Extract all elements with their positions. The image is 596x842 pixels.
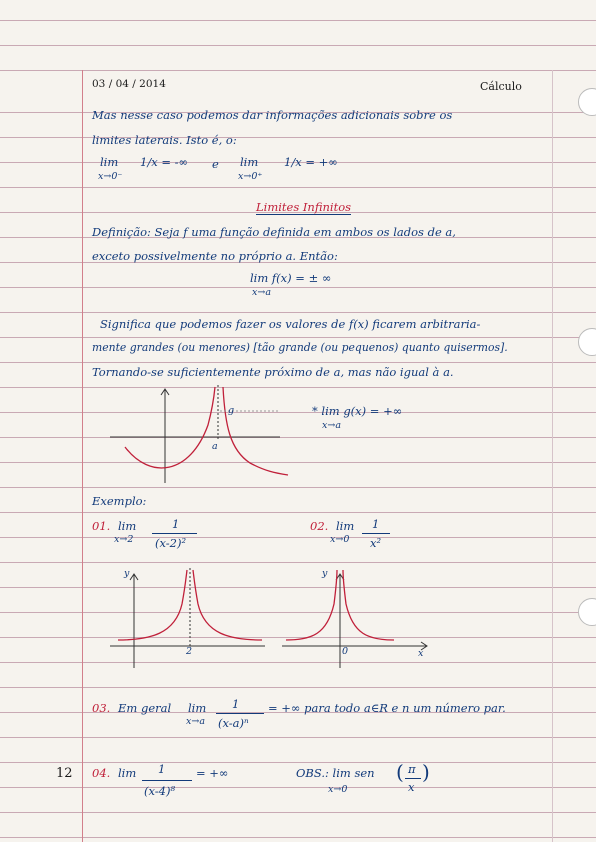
text-line: Mas nesse caso podemos dar informações adicionais sobre os <box>92 108 453 122</box>
text-line: Tornando-se suficientemente próximo de a, mas não igual à a. <box>92 365 454 379</box>
example-1-sub: x→2 <box>114 534 134 545</box>
example-1-num: 1 <box>172 517 180 531</box>
axis-x-value: 2 <box>186 646 193 657</box>
example-3-text: = +∞ para todo a∈R e n um número par. <box>268 701 506 715</box>
example-4-lim: lim <box>118 766 137 780</box>
example-1-lim: lim <box>118 519 137 533</box>
obs-den: x <box>408 780 415 794</box>
binder-hole <box>578 88 596 116</box>
header-date: 03 / 04 / 2014 <box>92 78 166 90</box>
example-3-sub: x→a <box>186 716 205 727</box>
example-number: 03. <box>92 701 111 715</box>
graph-note: * lim g(x) = +∞ <box>312 404 403 418</box>
page-number: 12 <box>56 766 73 781</box>
limit-right: lim <box>240 155 259 169</box>
example-2-sub: x→0 <box>330 534 350 545</box>
paren-close: ) <box>422 760 430 784</box>
example-number: 04. <box>92 766 111 780</box>
example-4-num: 1 <box>158 762 166 776</box>
limit-left: lim <box>100 155 119 169</box>
text-line: Significa que podemos fazer os valores de f(x) ficarem arbitraria- <box>100 317 481 331</box>
graph-label-g: g <box>228 405 235 416</box>
example-4-den: (x-4)⁸ <box>144 784 176 798</box>
paren-open: ( <box>396 760 404 784</box>
example-4-result: = +∞ <box>196 766 229 780</box>
graph-example-2 <box>282 568 432 668</box>
example-number: 01. <box>92 519 111 533</box>
limit-right-sub: x→0⁺ <box>238 171 263 182</box>
conjunction: e <box>212 157 219 171</box>
right-margin-line <box>552 70 553 842</box>
fraction-bar <box>152 533 197 534</box>
binder-hole <box>578 598 596 626</box>
example-number: 02. <box>310 519 329 533</box>
binder-hole <box>578 328 596 356</box>
section-title: Limites Infinitos <box>256 200 352 214</box>
text-line: limites laterais. Isto é, o: <box>92 133 237 147</box>
obs-text: OBS.: lim sen <box>296 766 375 780</box>
graph-label-a: a <box>212 441 218 452</box>
example-2-num: 1 <box>372 517 380 531</box>
definition-limit-sub: x→a <box>252 287 271 298</box>
axis-x-label: x <box>418 648 424 659</box>
definition-line: exceto possivelmente no próprio a. Então: <box>92 249 338 263</box>
example-3-den: (x-a)ⁿ <box>218 716 249 730</box>
obs-num: π <box>408 762 416 776</box>
text-line: mente grandes (ou menores) [tão grande (ou pequenos) quanto quisermos]. <box>92 341 508 354</box>
example-3-text: Em geral <box>118 701 172 715</box>
example-3-num: 1 <box>232 697 240 711</box>
limit-right-expr: 1/x = +∞ <box>284 155 338 169</box>
definition-line: Definição: Seja f uma função definida em ambos os lados de a, <box>92 225 456 239</box>
fraction-bar <box>142 780 192 781</box>
header-subject: Cálculo <box>480 80 522 93</box>
graph-note-sub: x→a <box>322 420 341 431</box>
example-heading: Exemplo: <box>92 494 147 508</box>
graph-vertical-asymptote <box>110 385 290 485</box>
obs-sub: x→0 <box>328 784 348 795</box>
margin-line <box>82 70 83 842</box>
axis-y-label: y <box>124 568 130 579</box>
limit-left-sub: x→0⁻ <box>98 171 123 182</box>
fraction-bar <box>405 778 421 779</box>
example-3-lim: lim <box>188 701 207 715</box>
fraction-bar <box>362 533 390 534</box>
example-2-lim: lim <box>336 519 355 533</box>
axis-y-label: y <box>322 568 328 579</box>
axis-origin-label: 0 <box>342 646 349 657</box>
definition-limit: lim f(x) = ± ∞ <box>250 271 332 285</box>
example-2-den: x² <box>370 536 382 550</box>
limit-left-expr: 1/x = -∞ <box>140 155 189 169</box>
example-1-den: (x-2)² <box>155 536 187 550</box>
fraction-bar <box>216 713 264 714</box>
